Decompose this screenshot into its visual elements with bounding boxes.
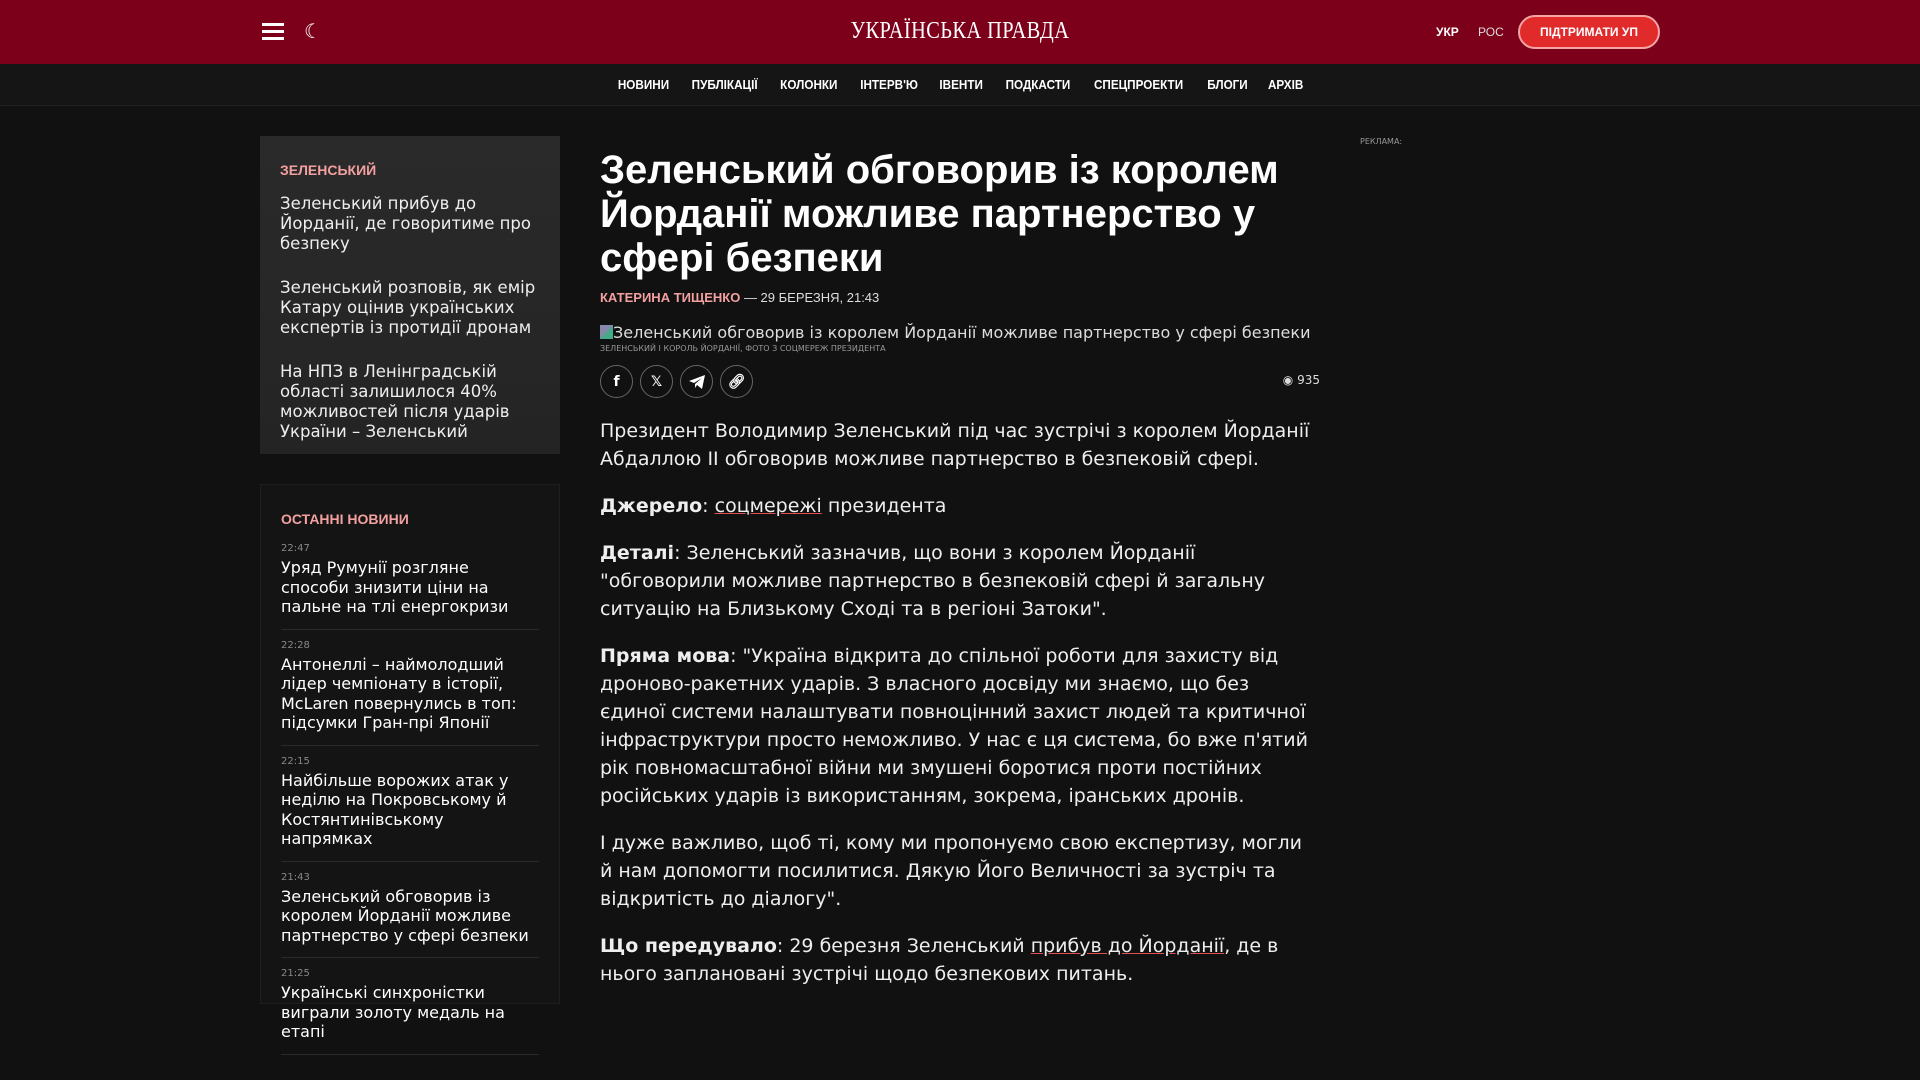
arrival-link[interactable]: прибув до Йорданії [1030,935,1225,957]
latest-title[interactable]: ОСТАННІ НОВИНИ [281,511,409,527]
ad-label: РЕКЛАМА: [1360,137,1403,146]
nav-events[interactable]: ІВЕНТИ [939,77,984,92]
nav-archive[interactable]: АРХІВ [1267,77,1303,92]
news-title[interactable]: Уряд Румунії розгляне способи знизити ціни на пальне на тлі енергокризи [281,558,509,616]
views-count [1283,373,1320,387]
news-title[interactable]: Українські синхроністки виграли золоту медаль на етапі [281,983,505,1041]
news-item[interactable] [281,533,539,630]
broken-image-icon [600,325,613,339]
label: Деталі [600,542,675,564]
nav-interview[interactable]: ІНТЕРВ'Ю [860,77,918,92]
news-title[interactable]: Найбільше ворожих атак у неділю на Покровському й Костянтинівському напрямках [281,770,509,848]
paragraph: Джерело: соцмережі президента [600,495,947,517]
latest-news-box [260,484,560,1041]
image-alt: Зеленський обговорив із королем Йорданії можливе партнерство у сфері безпеки [613,323,1311,342]
telegram-share-icon[interactable] [680,365,713,398]
nav-columns[interactable]: КОЛОНКИ [780,77,838,92]
article [600,148,1320,988]
support-button[interactable]: ПІДТРИМАТИ УП [1518,15,1660,49]
label: Джерело [600,495,703,517]
eye-icon: ◉ [1282,373,1298,387]
dark-mode-icon[interactable]: ☾ [304,19,322,43]
label: Що передувало [600,935,777,957]
nav-specprojects[interactable]: СПЕЦПРОЕКТИ [1094,77,1184,92]
logo[interactable]: УКРАЇНСЬКА ПРАВДА [850,18,1070,44]
copy-link-icon[interactable]: 🔗︎ [720,365,753,398]
share-bar [600,365,1320,398]
article-body [600,417,1320,988]
article-title: Зеленський обговорив із королем Йорданії можливе партнерство у сфері безпеки [600,148,1279,280]
sidebar [260,136,560,1041]
paragraph: І дуже важливо, щоб ті, кому ми пропонуємо свою експертизу, могли й нам допомогти посилитися. Дякую Його Величності за зустріч та відкритість до діалогу". [600,832,1302,910]
related-title[interactable]: ЗЕЛЕНСЬКИЙ [280,162,377,178]
related-box [260,136,560,454]
nav-news[interactable]: НОВИНИ [618,77,670,92]
article-meta [600,290,1320,305]
label: Пряма мова [600,645,731,667]
article-image [600,323,1320,342]
text: : Зеленський зазначив, що вони з королем Йорданії "обговорили можливе партнерство в безпековій сфері й загальну ситуацію на Близькому Сході та в регіоні Затоки". [600,542,1266,620]
paragraph [600,932,1320,988]
nav-blogs[interactable]: БЛОГИ [1206,77,1248,92]
source-link[interactable]: соцмережі [714,495,822,517]
text: президента [821,495,947,517]
paragraph [600,539,1320,623]
related-item[interactable]: Зеленський розповів, як емір Катару оцінив українських експертів із протидії дронам [280,278,536,337]
facebook-share-icon[interactable]: f [600,365,633,398]
main-nav [0,64,1920,106]
news-item[interactable] [281,958,539,1055]
text: , де в нього заплановані зустрічі щодо безпекових питань. [600,935,1279,985]
nav-podcasts[interactable]: ПОДКАСТИ [1005,77,1070,92]
views-value: 935 [1297,373,1320,387]
news-time: 21:43 [281,871,310,883]
news-time: 22:47 [281,543,310,554]
lang-ukr[interactable]: УКР [1436,25,1459,39]
paragraph: Президент Володимир Зеленський під час зустрічі з королем Йорданії Абдаллою II обговорив можливе партнерство в безпековій сфері. [600,420,1310,470]
related-item[interactable]: На НПЗ в Ленінградській області залишилося 40% можливостей після ударів України – Зеленський [280,362,510,441]
news-time: 21:25 [281,968,310,979]
news-title[interactable]: Зеленський обговорив із королем Йорданії можливе партнерство у сфері безпеки [281,886,529,945]
author-link[interactable]: КАТЕРИНА ТИЩЕНКО [600,290,741,305]
news-title[interactable]: Антонеллі – наймолодший лідер чемпіонату в історії, McLaren повернулись в топ: підсумки Гран-прі Японії [281,654,517,732]
text: : 29 березня Зеленський [776,935,1031,957]
text: : "Україна відкрита до спільної роботи для захисту від дроново-ракетних ударів. З власного досвіду ми знаємо, що без єдиної системи налаштувати повноцінний захист людей та критичної інфраструктури просто неможливо. У нас є ця система, бо вже п'ятий рік повномасштабної війни ми змушені боротися проти постійних російських ударів із використанням, зокрема, іранських дронів. [600,645,1308,807]
news-item[interactable] [281,630,539,746]
news-item[interactable] [281,862,539,959]
paragraph [600,642,1320,810]
news-item[interactable] [281,746,539,862]
news-time: 22:28 [281,639,310,651]
article-date: — 29 БЕРЕЗНЯ, 21:43 [740,290,880,305]
nav-publications[interactable]: ПУБЛІКАЦІЇ [691,77,758,92]
image-caption: ЗЕЛЕНСЬКИЙ І КОРОЛЬ ЙОРДАНІЇ, ФОТО З СОЦМЕРЕЖ ПРЕЗИДЕНТА [600,344,886,353]
news-time: 22:15 [281,755,310,767]
top-bar [0,0,1920,64]
x-share-icon[interactable]: 𝕏 [640,365,673,398]
related-item[interactable]: Зеленський прибув до Йорданії, де говоритиме про безпеку [280,194,531,253]
lang-ros[interactable]: РОС [1478,25,1504,39]
